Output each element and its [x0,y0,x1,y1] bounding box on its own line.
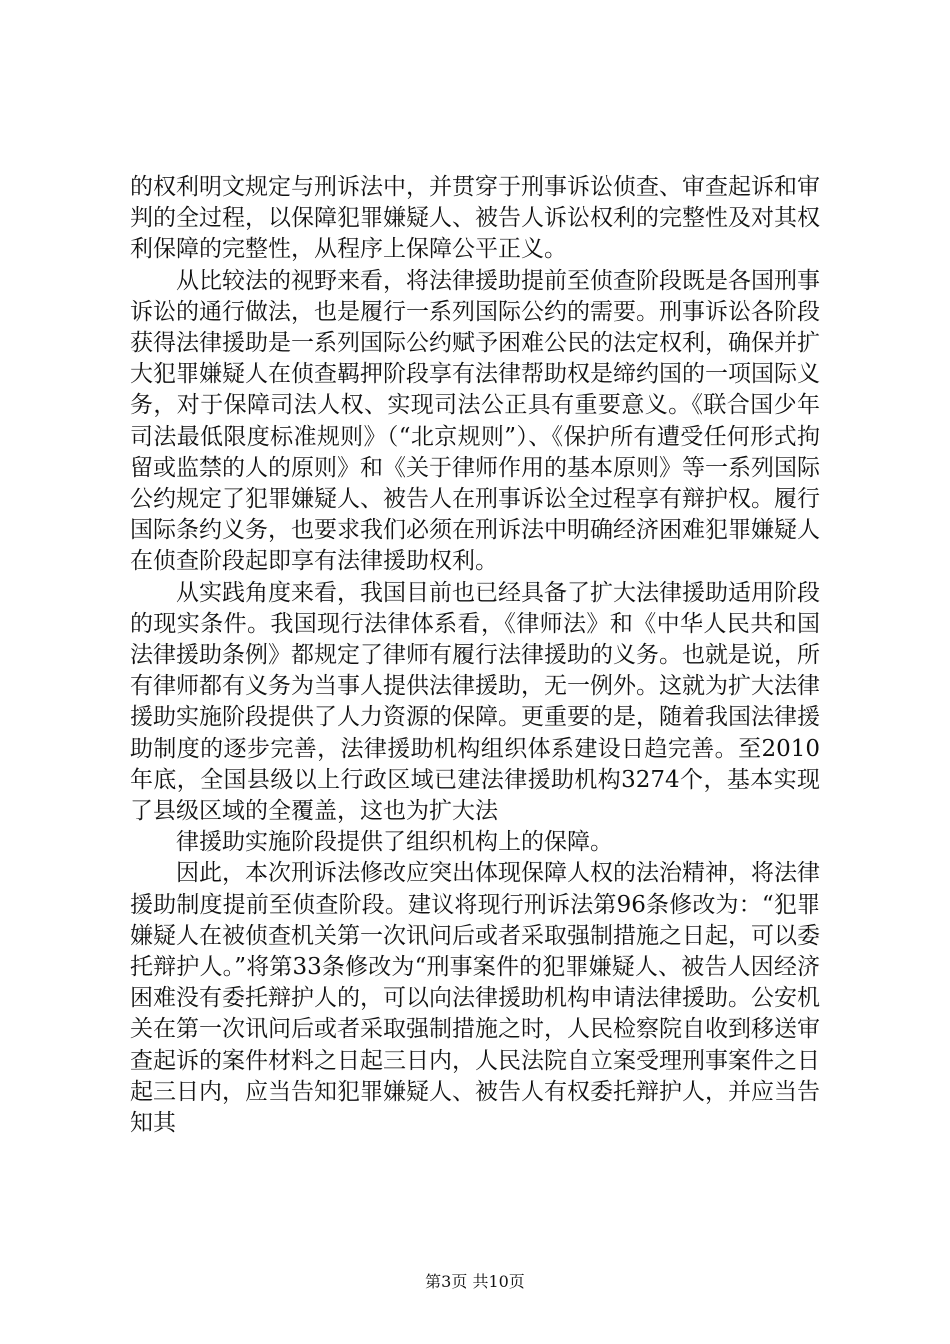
paragraph-practical-perspective: 从实践角度来看，我国目前也已经具备了扩大法律援助适用阶段的现实条件。我国现行法律体系看，《律师法》和《中华人民共和国法律援助条例》都规定了律师有履行法律援助的义务。也就是说，所有律师都有义务为当事人提供法律援助，无一例外。这就为扩大法律援助实施阶段提供了人力资源的保障。更重要的是，随着我国法律援助制度的逐步完善，法律援助机构组织体系建设日趋完善。至2010年底，全国县级以上行政区域已建法律援助机构3274个，基本实现了县级区域的全覆盖，这也为扩大法 [130,579,820,825]
paragraph-organizational-guarantee: 律援助实施阶段提供了组织机构上的保障。 [176,829,613,856]
page-number-footer: 第3页 共10页 [425,1272,525,1291]
paragraph-recommendation: 因此，本次刑诉法修改应突出体现保障人权的法治精神，将法律援助制度提前至侦查阶段。建议将现行刑诉法第96条修改为：“犯罪嫌疑人在被侦查机关第一次讯问后或者采取强制措施之日起，可以委托辩护人。”将第33条修改为“刑事案件的犯罪嫌疑人、被告人因经济困难没有委托辩护人的，可以向法律援助机构申请法律援助。公安机关在第一次讯问后或者采取强制措施之时，人民检察院自收到移送审查起诉的案件材料之日起三日内，人民法院自立案受理刑事案件之日起三日内，应当告知犯罪嫌疑人、被告人有权委托辩护人，并应当告知其 [130,860,820,1137]
paragraph-comparative-law: 从比较法的视野来看，将法律援助提前至侦查阶段既是各国刑事诉讼的通行做法，也是履行一系列国际公约的需要。刑事诉讼各阶段获得法律援助是一系列国际公约赋予困难公民的法定权利，确保并扩大犯罪嫌疑人在侦查羁押阶段享有法律帮助权是缔约国的一项国际义务，对于保障司法人权、实现司法公正具有重要意义。《联合国少年司法最低限度标准规则》（“北京规则”）、《保护所有遭受任何形式拘留或监禁的人的原则》和《关于律师作用的基本原则》等一系列国际公约规定了犯罪嫌疑人、被告人在刑事诉讼全过程享有辩护权。履行国际条约义务，也要求我们必须在刑诉法中明确经济困难犯罪嫌疑人在侦查阶段起即享有法律援助权利。 [130,267,820,575]
paragraph-continuation: 的权利明文规定与刑诉法中，并贯穿于刑事诉讼侦查、审查起诉和审判的全过程，以保障犯罪嫌疑人、被告人诉讼权利的完整性及对其权利保障的完整性，从程序上保障公平正义。 [130,174,820,263]
document-body [130,172,820,1139]
